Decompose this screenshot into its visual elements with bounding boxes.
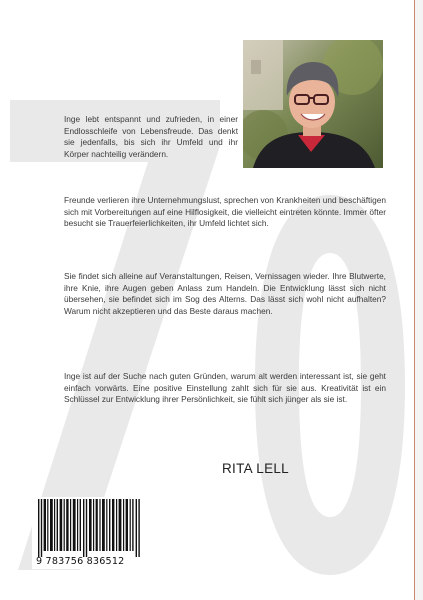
isbn-number: 9 783756 836512: [36, 556, 125, 567]
blurb-paragraph-2: Sie findet sich alleine auf Veranstaltungen, Reisen, Vernissagen wieder. Ihre Blutwerte, ihre Knie, ihre Augen geben Anlass zum Handeln. Die Entwicklung lässt sich nicht übersehen, sie befindet sich im Sog des Alterns. Das lässt sich wohl nicht aufhalten? Warum nicht akzeptieren und das Beste daraus machen.: [64, 271, 386, 317]
isbn-barcode: [32, 497, 144, 569]
blurb-paragraph-1a: Inge lebt entspannt und zufrieden, in einer Endlosschleife von Lebensfreude. Das denkt sie jedenfalls, bis sich ihr Umfeld und ihr Körper nachteilig verändern.: [64, 114, 238, 160]
author-name: RITA LELL: [222, 461, 289, 476]
barcode-bars: [38, 499, 140, 557]
spine-strip: [415, 0, 423, 600]
blurb-paragraph-1b: Freunde verlieren ihre Unternehmungslust, sprechen von Krankheiten und beschäftigen sich mit Vorbereitungen auf eine Hilflosigkeit, die vielleicht eintreten könnte. Immer öfter besucht sie Trauerfeierlichkeiten, ihr Umfeld lichtet sich.: [64, 195, 386, 229]
author-photo: [243, 40, 383, 168]
blurb-paragraph-3: Inge ist auf der Suche nach guten Gründen, warum alt werden interessant ist, sie geht einfach vorwärts. Eine positive Einstellung zahlt sich für sie aus. Kreativität ist ein Schlüssel zur Entwicklung ihrer Persönlichkeit, sie fühlt sich jünger als sie ist.: [64, 371, 386, 405]
